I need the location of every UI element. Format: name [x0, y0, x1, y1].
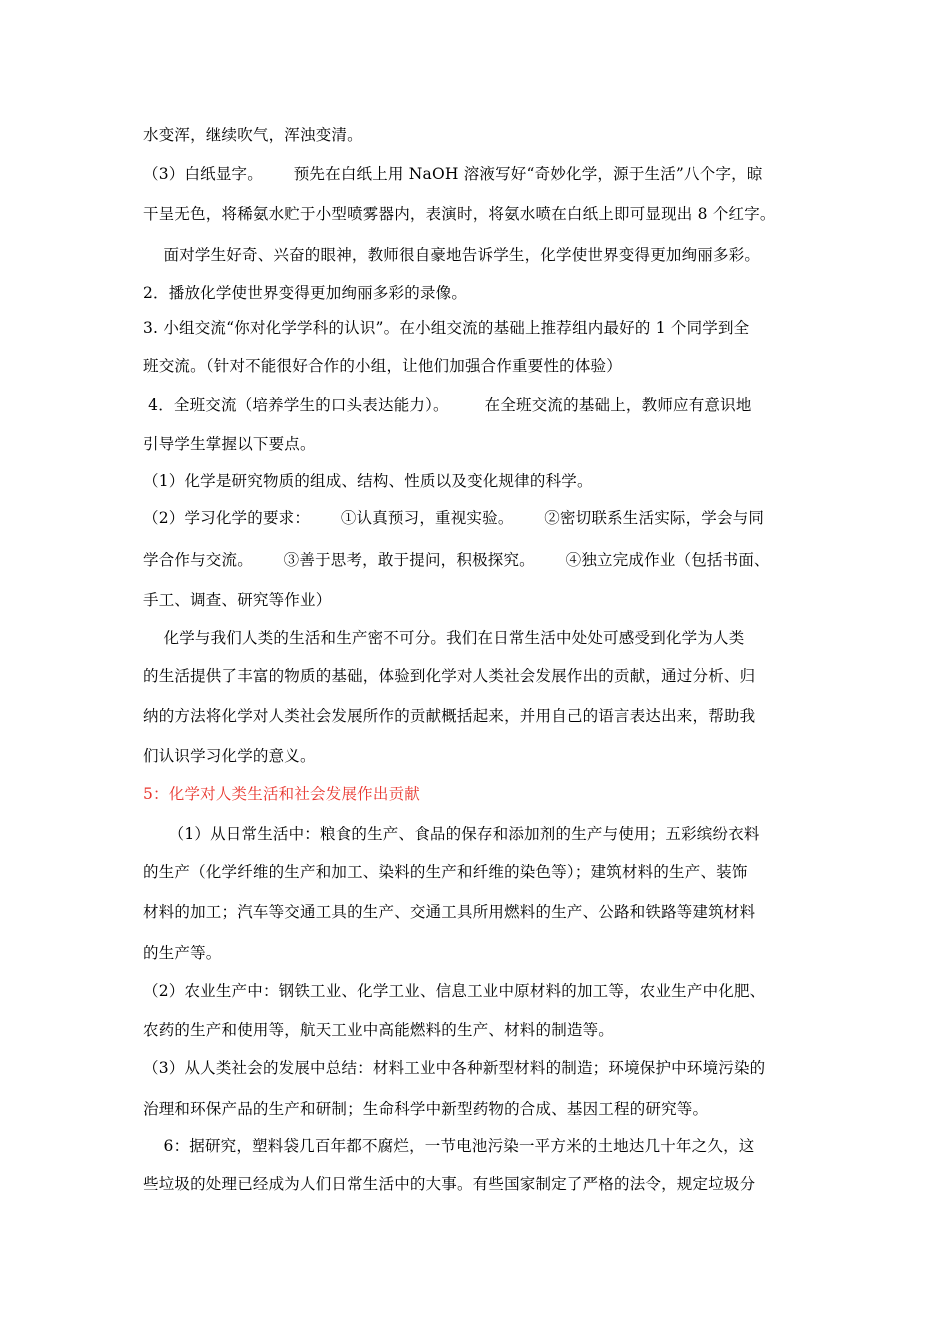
text-line: （1）化学是研究物质的组成、结构、性质以及变化规律的科学。	[143, 472, 593, 490]
text-line: 2．播放化学使世界变得更加绚丽多彩的录像。	[143, 284, 468, 302]
text-line: 干呈无色，将稀氨水贮于小型喷雾器内，表演时，将氨水喷在白纸上即可显现出 8 个红字。	[143, 205, 776, 223]
text-line: 的生活提供了丰富的物质的基础，体验到化学对人类社会发展作出的贡献，通过分析、归	[143, 667, 756, 685]
text-line: 的生产（化学纤维的生产和加工、染料的生产和纤维的染色等）；建筑材料的生产、装饰	[143, 863, 748, 881]
text-line: 材料的加工；汽车等交通工具的生产、交通工具所用燃料的生产、公路和铁路等建筑材料	[143, 903, 756, 921]
text-line: 农药的生产和使用等，航天工业中高能燃料的生产、材料的制造等。	[143, 1021, 615, 1039]
text-line: （2）学习化学的要求： ①认真预习，重视实验。 ②密切联系生活实际，学会与同	[143, 509, 765, 527]
text-line: 6：据研究，塑料袋几百年都不腐烂，一节电池污染一平方米的土地达几十年之久，这	[143, 1137, 755, 1155]
text-line: 面对学生好奇、兴奋的眼神，教师很自豪地告诉学生，化学使世界变得更加绚丽多彩。	[143, 246, 761, 264]
text-line: 化学与我们人类的生活和生产密不可分。我们在日常生活中处处可感受到化学为人类	[143, 629, 745, 647]
text-line: （2）农业生产中：钢铁工业、化学工业、信息工业中原材料的加工等，农业生产中化肥、	[143, 982, 766, 1000]
text-line: 班交流。（针对不能很好合作的小组，让他们加强合作重要性的体验）	[143, 357, 622, 375]
text-line: （3）从人类社会的发展中总结：材料工业中各种新型材料的制造；环境保护中环境污染的	[143, 1059, 766, 1077]
text-line: 水变浑，继续吹气，浑浊变清。	[143, 126, 363, 144]
text-line: 4．全班交流（培养学生的口头表达能力）。 在全班交流的基础上，教师应有意识地	[143, 396, 752, 414]
text-line: 治理和环保产品的生产和研制；生命科学中新型药物的合成、基因工程的研究等。	[143, 1100, 709, 1118]
text-line: 3. 小组交流“你对化学学科的认识”。在小组交流的基础上推荐组内最好的 1 个同学到全	[143, 319, 750, 337]
section-heading: 5：化学对人类生活和社会发展作出贡献	[143, 785, 420, 803]
text-line: 纳的方法将化学对人类社会发展所作的贡献概括起来，并用自己的语言表达出来，帮助我	[143, 707, 756, 725]
text-line: 学合作与交流。 ③善于思考，敢于提问，积极探究。 ④独立完成作业（包括书面、	[143, 551, 770, 569]
text-line: 些垃圾的处理已经成为人们日常生活中的大事。有些国家制定了严格的法令，规定垃圾分	[143, 1175, 756, 1193]
text-line: 引导学生掌握以下要点。	[143, 435, 316, 453]
text-line: （3）白纸显字。 预先在白纸上用 NaOH 溶液写好“奇妙化学，源于生活”八个字，晾	[143, 165, 763, 183]
text-line: 的生产等。	[143, 944, 222, 962]
text-line: （1）从日常生活中：粮食的生产、食品的保存和添加剂的生产与使用；五彩缤纷衣料	[143, 825, 760, 843]
text-line: 们认识学习化学的意义。	[143, 747, 316, 765]
text-line: 手工、调查、研究等作业）	[143, 591, 332, 609]
